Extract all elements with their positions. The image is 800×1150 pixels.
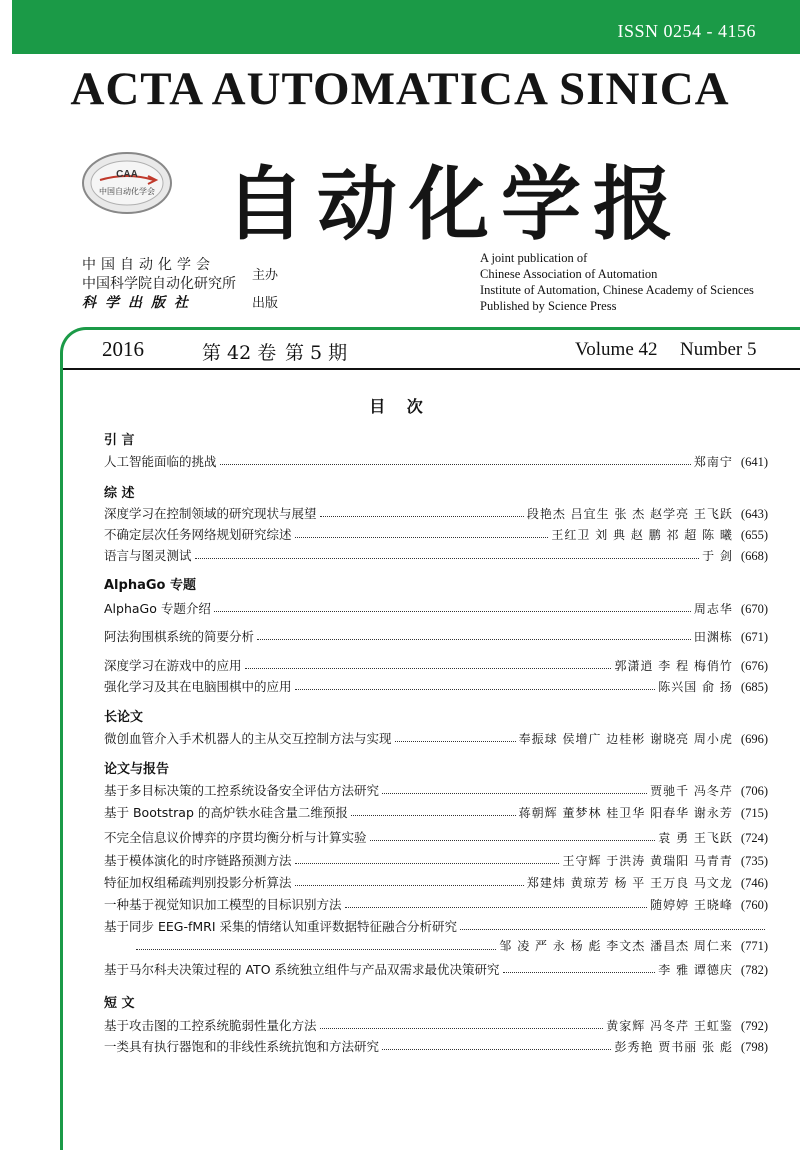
toc-entry-authors: 郑建炜 黄琼芳 杨 平 王万良 马文龙 [526,876,733,890]
toc-section-heading: 引 言 [104,433,135,448]
toc-entry[interactable] [104,452,768,470]
caa-logo-icon [80,150,174,216]
toc-entry-title: 不完全信息议价博弈的序贯均衡分析与计算实验 [104,830,367,845]
toc-entry-page: (782) [740,963,768,977]
toc-entry[interactable] [104,627,768,645]
toc-entry-authors: 彭秀艳 贾书丽 张 彪 [614,1040,733,1054]
toc-entry-authors: 奉振球 侯增广 边桂彬 谢晓亮 周小虎 [518,732,733,746]
toc-entry-page: (724) [740,831,768,845]
publisher-role-publish: 出版 [252,296,279,311]
toc-entry-title: 不确定层次任务网络规划研究综述 [104,527,292,542]
toc-entry-authors: 蒋朝辉 董梦林 桂卫华 阳春华 谢永芳 [518,806,733,820]
toc-leader-dots [214,610,691,612]
toc-entry-page: (735) [740,854,768,868]
toc-entry-page: (746) [740,876,768,890]
publisher-org-1: 中国自动化学会 [82,257,215,273]
issue-year: 2016 [102,337,144,361]
toc-entry-page: (643) [740,507,768,521]
issue-volume-cn: 第 42 卷 [202,342,277,364]
toc-entry[interactable] [104,677,768,695]
toc-entry-authors: 于 剑 [702,549,733,563]
toc-entry-title: 语言与图灵测试 [104,548,192,563]
issue-volume-en: Volume 42 [575,339,658,360]
toc-entry[interactable] [104,803,768,821]
toc-entry-page: (671) [740,630,768,644]
pub-en-line-1: A joint publication of [480,251,588,265]
toc-leader-dots [295,688,656,690]
toc-entry-title: 特征加权组稀疏判别投影分析算法 [104,875,292,890]
toc-leader-dots [345,906,648,908]
toc-leader-dots [320,1027,604,1029]
toc-entry-authors: 周志华 [693,602,733,616]
toc-leader-dots [370,839,656,841]
toc-leader-dots [257,638,691,640]
toc-entry-page: (715) [740,806,768,820]
publishers-chinese [82,256,278,313]
toc-entry-page: (792) [740,1019,768,1033]
toc-entry[interactable] [104,729,768,747]
issue-separator [63,368,800,370]
toc-entry-authors: 李 雅 谭德庆 [658,963,733,977]
toc-leader-dots [503,971,656,973]
toc-entry[interactable] [104,1037,768,1055]
issue-line [100,337,800,363]
toc-entry-page: (696) [740,732,768,746]
toc-entry[interactable] [104,504,768,522]
toc-entry-title: 一种基于视觉知识加工模型的目标识别方法 [104,897,342,912]
toc-entry-authors: 田渊栋 [693,630,733,644]
toc-leader-dots [395,740,516,742]
logo-subtext: 中国自动化学会 [99,187,155,196]
toc-entry-title: 基于 Bootstrap 的高炉铁水硅含量二维预报 [104,805,348,820]
toc-leader-dots [382,792,647,794]
toc-entry-page: (798) [740,1040,768,1054]
toc-section-heading: 长论文 [104,710,144,725]
logo-text: CAA [116,169,138,180]
toc-entry-page: (685) [740,680,768,694]
toc-entry-title: 微创血管介入手术机器人的主从交互控制方法与实现 [104,731,392,746]
toc-leader-dots [220,463,691,465]
journal-title-english: ACTA AUTOMATICA SINICA [70,63,730,115]
toc-entry-authors: 郭潇逍 李 程 梅俏竹 [614,659,733,673]
issue-number-cn: 第 5 期 [285,342,348,364]
toc-entry[interactable] [104,656,768,674]
toc-entry-authors: 王守辉 于洪涛 黄瑞阳 马青青 [562,854,733,868]
toc-entry-title: 强化学习及其在电脑围棋中的应用 [104,679,292,694]
toc-entry-page: (771) [740,939,768,953]
toc-leader-dots [460,928,765,930]
toc-entry-title: 基于同步 EEG-fMRI 采集的情绪认知重评数据特征融合分析研究 [104,919,457,934]
toc-section-heading: 论文与报告 [104,762,170,777]
toc-entry-page: (670) [740,602,768,616]
toc-leader-dots [295,884,524,886]
toc-entry-authors: 郑南宁 [693,455,733,469]
toc-entry[interactable] [104,1016,768,1034]
issue-number-en: Number 5 [680,339,757,360]
toc-entry[interactable] [104,599,768,617]
toc-entry[interactable] [104,546,768,564]
toc-section-heading: 综 述 [104,486,135,501]
toc-entry[interactable] [104,828,768,846]
toc-entry-authors: 贾驰千 冯冬芹 [650,784,733,798]
toc-entry[interactable] [104,781,768,799]
pub-en-line-2: Chinese Association of Automation [480,267,658,281]
journal-title-chinese: 自动化学报 [225,158,685,251]
toc-leader-dots [295,536,549,538]
toc-leader-dots [195,557,700,559]
publisher-org-3: 科学出版社 [82,295,197,311]
toc-entry-title: 基于多目标决策的工控系统设备安全评估方法研究 [104,783,380,798]
toc-entry[interactable] [104,873,768,891]
issn-label: ISSN 0254 - 4156 [617,21,756,41]
top-green-bar [12,0,800,54]
toc-entry-title: 基于马尔科夫决策过程的 ATO 系统独立组件与产品双需求最优决策研究 [104,962,500,977]
toc-entry-authors: 邹 凌 严 永 杨 彪 李文杰 潘昌杰 周仁来 [499,939,733,953]
publisher-org-2: 中国科学院自动化研究所 [82,276,236,292]
toc-entry-authors: 王红卫 刘 典 赵 鹏 祁 超 陈 曦 [551,528,733,542]
toc-entry-authors: 黄家辉 冯冬芹 王虹鉴 [606,1019,733,1033]
toc-entry-authors: 段艳杰 吕宜生 张 杰 赵学亮 王飞跃 [526,507,733,521]
toc-title: 目 次 [369,397,431,416]
toc-entry-page: (760) [740,898,768,912]
toc-entry-continuation[interactable] [104,937,768,955]
publisher-role-host: 主办 [252,267,279,283]
toc-entry-page: (668) [740,549,768,563]
toc-section-heading: AlphaGo 专题 [104,578,196,593]
toc-entry-title: 人工智能面临的挑战 [104,454,217,469]
toc-entry-title: 深度学习在控制领域的研究现状与展望 [104,506,317,521]
publishers-english [480,250,754,314]
pub-en-line-4: Published by Science Press [480,299,617,313]
toc-entry[interactable] [104,851,768,869]
toc-entry-title: AlphaGo 专题介绍 [104,601,211,616]
toc-entry-title: 一类具有执行器饱和的非线性系统抗饱和方法研究 [104,1039,380,1054]
toc-section-heading: 短 文 [104,996,135,1011]
toc-entry-title: 基于攻击图的工控系统脆弱性量化方法 [104,1018,317,1033]
toc-leader-dots [295,862,560,864]
toc-leader-dots [245,667,612,669]
toc-entry-title: 深度学习在游戏中的应用 [104,658,242,673]
toc-entry-authors: 陈兴国 俞 扬 [658,680,733,694]
toc-entry-page: (706) [740,784,768,798]
toc-leader-dots [136,948,496,950]
pub-en-line-3: Institute of Automation, Chinese Academy of Sciences [480,283,754,297]
toc-leader-dots [351,814,516,816]
toc-entry-page: (641) [740,455,768,469]
toc-entry[interactable] [104,525,768,543]
toc-entry[interactable] [104,895,768,913]
toc-leader-dots [320,515,524,517]
toc-entry[interactable] [104,960,768,978]
toc-entry-page: (655) [740,528,768,542]
toc-leader-dots [382,1048,611,1050]
toc-entry-authors: 随婷婷 王晓峰 [650,898,733,912]
toc-entry-title: 基于模体演化的时序链路预测方法 [104,853,292,868]
toc-entry-page: (676) [740,659,768,673]
toc-entry[interactable] [104,917,768,935]
toc-entry-title: 阿法狗围棋系统的简要分析 [104,629,255,644]
toc-entry-authors: 袁 勇 王飞跃 [658,831,733,845]
